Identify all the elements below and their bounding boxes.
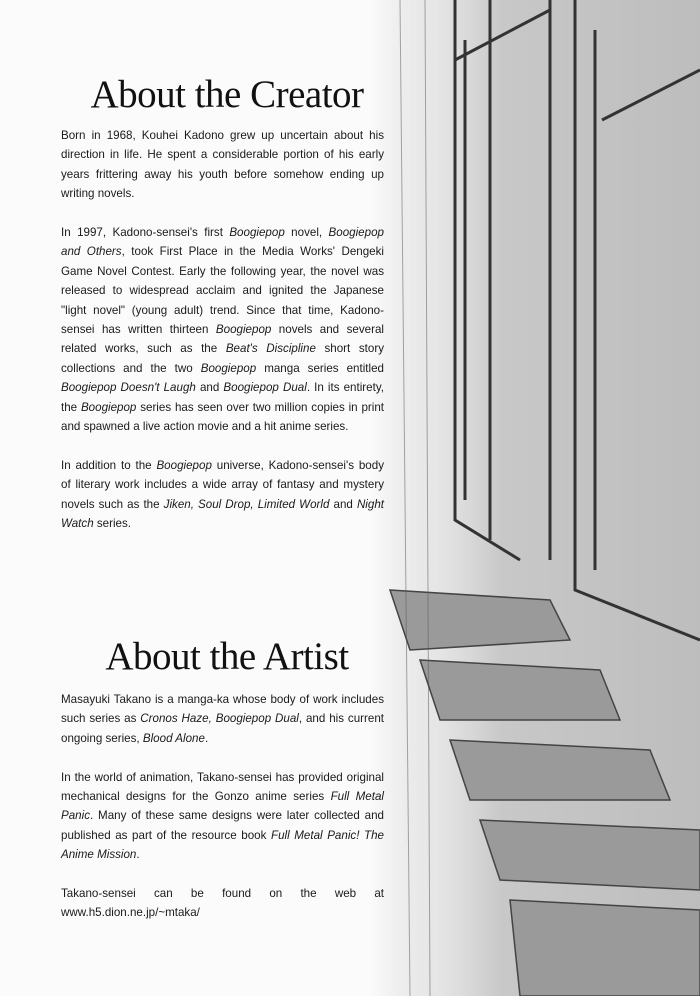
text-run: and <box>329 497 357 511</box>
text-run: . In its entirety, the <box>61 381 384 414</box>
text-run: . <box>136 848 140 862</box>
italic-title: Boogiepop and Others <box>61 226 384 259</box>
text-run: and <box>195 381 224 395</box>
italic-title: Boogiepop <box>200 361 257 375</box>
italic-title: Boogiepop Dual <box>223 381 307 395</box>
italic-title: Beat's Discipline <box>225 342 316 356</box>
text-run: manga series entitled <box>256 361 384 375</box>
italic-title: Full Metal Panic! The Anime Mission <box>61 828 384 862</box>
text-run: In the world of animation, Takano-sensei has provided original mechanical designs for the Gonzo anime series <box>61 770 384 804</box>
text-run: novel, <box>284 226 329 240</box>
text-run: novels and several related works, such as the <box>61 323 384 356</box>
artist-bio <box>61 690 384 942</box>
creator-paragraph <box>61 456 384 534</box>
text-run: , took First Place in the Media Works' Dengeki Game Novel Contest. Early the following year, the novel was released to widespread acclaim and ignited the Japanese "light novel" (young adult) trend. Since that time, Kadono-sensei has written thirteen <box>61 245 385 337</box>
artist-paragraph <box>61 690 384 748</box>
italic-title: Boogiepop Doesn't Laugh <box>61 381 196 395</box>
creator-heading: About the Creator <box>90 73 364 116</box>
text-run: In addition to the <box>61 458 157 472</box>
text-run: series. <box>93 517 132 531</box>
creator-bio <box>61 126 384 553</box>
text-run: Takano-sensei can be found on the web at www.h5.dion.ne.jp/~mtaka/ <box>61 887 384 920</box>
italic-title: Boogiepop <box>229 226 285 240</box>
italic-title: Night Watch <box>61 497 385 531</box>
text-run: In 1997, Kadono-sensei's first <box>61 226 230 240</box>
window-staircase-illustration <box>370 0 700 996</box>
text-run: . Many of these same designs were later collected and published as part of the resource book <box>61 809 384 842</box>
creator-paragraph <box>61 223 384 436</box>
italic-title: Jiken, Soul Drop, Limited World <box>163 497 330 511</box>
italic-title: Full Metal Panic <box>61 790 384 823</box>
artist-heading: About the Artist <box>105 635 349 678</box>
italic-title: Boogiepop <box>80 400 137 414</box>
artist-paragraph <box>61 768 384 865</box>
creator-paragraph <box>61 126 384 204</box>
text-run: series has seen over two million copies in print and spawned a live action movie and a hit anime series. <box>61 400 384 434</box>
italic-title: Blood Alone <box>142 731 205 745</box>
text-run: universe, Kadono-sensei's body of literary work includes a wide array of fantasy and mystery novels such as the <box>61 458 384 511</box>
text-run: Masayuki Takano is a manga-ka whose body of work includes such series as <box>61 693 384 726</box>
italic-title: Cronos Haze, Boogiepop Dual <box>140 712 299 726</box>
italic-title: Boogiepop <box>215 323 272 337</box>
artist-paragraph <box>61 884 384 923</box>
text-run: . <box>204 731 209 745</box>
text-run: , and his current ongoing series, <box>61 712 384 745</box>
text-run: Born in 1968, Kouhei Kadono grew up uncertain about his direction in life. He spent a considerable portion of his early years frittering away his youth before somehow ending up writing novels. <box>61 129 384 201</box>
text-run: short story collections and the two <box>61 342 384 375</box>
italic-title: Boogiepop <box>156 458 212 472</box>
